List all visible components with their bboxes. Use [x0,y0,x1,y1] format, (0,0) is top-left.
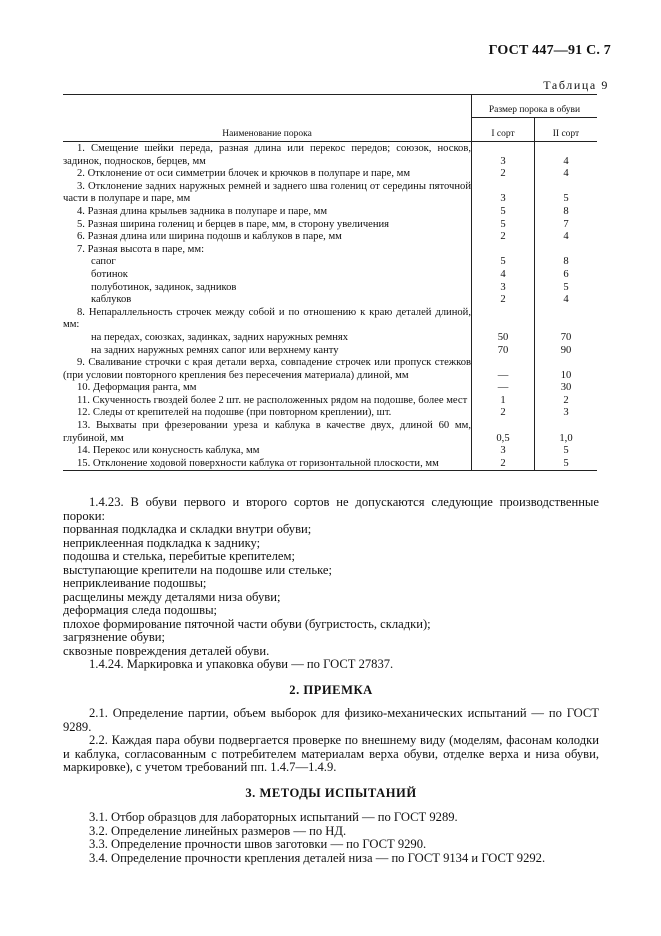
column-header-grade1: I сорт [472,118,535,142]
list-item: выступающие крепители на подошве или стельке; [63,562,332,577]
grade2-value: 7 [563,218,569,230]
table-row [63,219,597,232]
grade1-value: 3 [472,282,535,295]
table-row [63,445,597,458]
grade1-value: 2 [472,231,535,244]
grade2-value: 90 [560,344,572,356]
list-item: неприклеенная подкладка к заднику; [63,535,261,550]
defect-name: 8. Непараллельность строчек между собой и по отношению к краю деталей длиной, мм: [63,306,471,331]
grade1-value: 2 [472,294,535,307]
grade1-value: 3 [472,181,535,206]
grade2-value: 2 [563,394,569,406]
grade2-value [535,244,598,257]
table-row [63,269,597,282]
grade1-value [472,244,535,257]
defect-name: 9. Сваливание строчки с края детали верха, совпадение строчек или пропуск стежков (при условии повторного крепления без пересечения материала) длиной, мм [63,357,471,381]
grade1-value: — [472,382,535,395]
grade1-value: 2 [472,407,535,420]
defect-name: 5. Разная ширина голениц и берцев в паре, мм, в сторону увеличения [63,219,472,232]
table-row [63,206,597,219]
table-row [63,244,597,257]
clause-3-1: 3.1. Отбор образцов для лабораторных испытаний — по ГОСТ 9289. [89,810,458,824]
grade2-value: 6 [563,268,569,280]
grade1-value: 2 [472,168,535,181]
defect-name: 4. Разная длина крыльев задника в полупаре и паре, мм [63,206,472,219]
table-row [63,231,597,244]
table-row [63,181,597,206]
defect-name: 11. Скученность гвоздей более 2 шт. не расположенных рядом на подошве, более мест [63,395,472,408]
grade2-value: 5 [535,458,598,471]
clause-3-2: 3.2. Определение линейных размеров — по НД. [89,823,347,838]
table-row [63,332,597,345]
defect-name: 12. Следы от крепителей на подошве (при повторном креплении), шт. [63,407,472,420]
grade2-value: 5 [563,281,569,293]
defect-name: 10. Деформация ранта, мм [63,382,472,395]
clause-3-3: 3.3. Определение прочности швов заготовки — по ГОСТ 9290. [89,837,427,851]
grade2-value: 10 [560,369,572,381]
page-header: ГОСТ 447—91 С. 7 [488,43,611,58]
clause-1-4-23: 1.4.23. В обуви первого и второго сортов не допускаются следующие производственные пороки: [63,495,599,523]
column-header-grade2: II сорт [535,118,598,142]
table-row [63,345,597,358]
clause-2-1: 2.1. Определение партии, объем выборок для физико-механических испытаний — по ГОСТ 9289. [63,706,599,734]
table-row [63,307,597,332]
table-row [63,256,597,269]
defect-name: сапог [63,256,472,269]
grade1-value: 4 [472,269,535,282]
grade1-value: 2 [472,458,535,471]
defect-name: 13. Выхваты при фрезеровании уреза и каблука в качестве двух, длиной 60 мм, глубиной, мм [63,420,471,444]
section-2-title: 2. ПРИЕМКА [289,682,373,697]
list-item: подошва и стелька, перебитые крепителем; [63,549,295,563]
grade2-value: 30 [560,382,572,394]
table-row [63,458,597,471]
grade2-value: 8 [563,205,569,217]
grade2-value: 4 [563,231,569,243]
defect-name: каблуков [63,294,472,307]
grade2-value: 4 [563,168,569,180]
defect-name: полуботинок, задинок, задников [63,282,472,295]
table-row [63,294,597,307]
grade1-value: — [472,357,535,382]
list-item: сквозные повреждения деталей обуви. [63,643,270,658]
defect-name: 2. Отклонение от оси симметрии блочек и крючков в полупаре и паре, мм [63,168,472,181]
grade1-value: 70 [472,345,535,358]
defect-name: 1. Смещение шейки переда, разная длина или перекос передов; союзок, носков, задинок, подносков, берцев, мм [63,143,471,167]
grade1-value: 5 [472,219,535,232]
section-3-title: 3. МЕТОДЫ ИСПЫТАНИЙ [245,785,417,800]
grade1-value: 5 [472,206,535,219]
list-item: порванная подкладка и складки внутри обуви; [63,522,312,536]
grade2-value: 5 [563,193,569,205]
grade1-value: 3 [472,445,535,458]
grade2-value: 4 [563,294,569,306]
table-row [63,357,597,382]
grade2-value: 1,0 [559,432,573,444]
list-item: деформация следа подошвы; [63,603,218,617]
grade2-value [535,307,598,332]
grade1-value: 3 [472,143,535,168]
table-row [63,168,597,181]
defect-name: ботинок [63,269,472,282]
table-row [63,407,597,420]
grade1-value: 0,5 [472,420,535,445]
list-item: неприклеивание подошвы; [63,576,207,590]
body-text [63,496,599,865]
defect-name: 3. Отклонение задних наружных ремней и заднего шва голениц от середины пяточной части в полупаре и паре, мм [63,180,471,205]
table-caption: Таблица 9 [543,78,609,92]
defect-name: на задних наружных ремнях сапог или верхнему канту [63,345,472,358]
table-row [63,420,597,445]
grade2-value: 3 [563,407,569,419]
clause-3-4: 3.4. Определение прочности крепления деталей низа — по ГОСТ 9134 и ГОСТ 9292. [89,850,546,865]
defect-name: 14. Перекос или конусность каблука, мм [63,445,472,458]
clause-2-2: 2.2. Каждая пара обуви подвергается проверке по внешнему виду (моделям, фасонам колодки и каблука, согласованным с потребителем материалам верха обуви, отделке верха и низа обуви, маркировке), с учетом требований пп. 1.4.7—1.4.9. [63,733,599,774]
list-item: расщелины между деталями низа обуви; [63,589,281,604]
defect-name: 7. Разная высота в паре, мм: [63,244,472,257]
defect-name: 6. Разная длина или ширина подошв и каблуков в паре, мм [63,231,472,244]
grade2-value: 70 [560,331,572,343]
grade2-value: 4 [563,155,569,167]
list-item: загрязнение обуви; [63,630,166,644]
defects-table [63,94,597,471]
defect-name: 15. Отклонение ходовой поверхности каблука от горизонтальной плоскости, мм [63,458,472,471]
table-row [63,282,597,295]
grade1-value: 5 [472,256,535,269]
clause-1-4-24: 1.4.24. Маркировка и упаковка обуви — по ГОСТ 27837. [89,657,394,671]
list-item: плохое формирование пяточной части обуви (бугристость, складки); [63,616,431,631]
grade1-value: 1 [472,395,535,408]
defect-name: на передах, союзках, задинках, задних наружных ремнях [63,332,472,345]
column-header-size: Размер порока в обуви [472,95,598,118]
table-row [63,143,597,168]
table-row [63,395,597,408]
grade1-value [472,307,535,332]
grade2-value: 8 [563,256,569,268]
column-header-name: Наименование порока [63,95,472,142]
grade1-value: 50 [472,332,535,345]
grade2-value: 5 [563,445,569,457]
table-row [63,382,597,395]
